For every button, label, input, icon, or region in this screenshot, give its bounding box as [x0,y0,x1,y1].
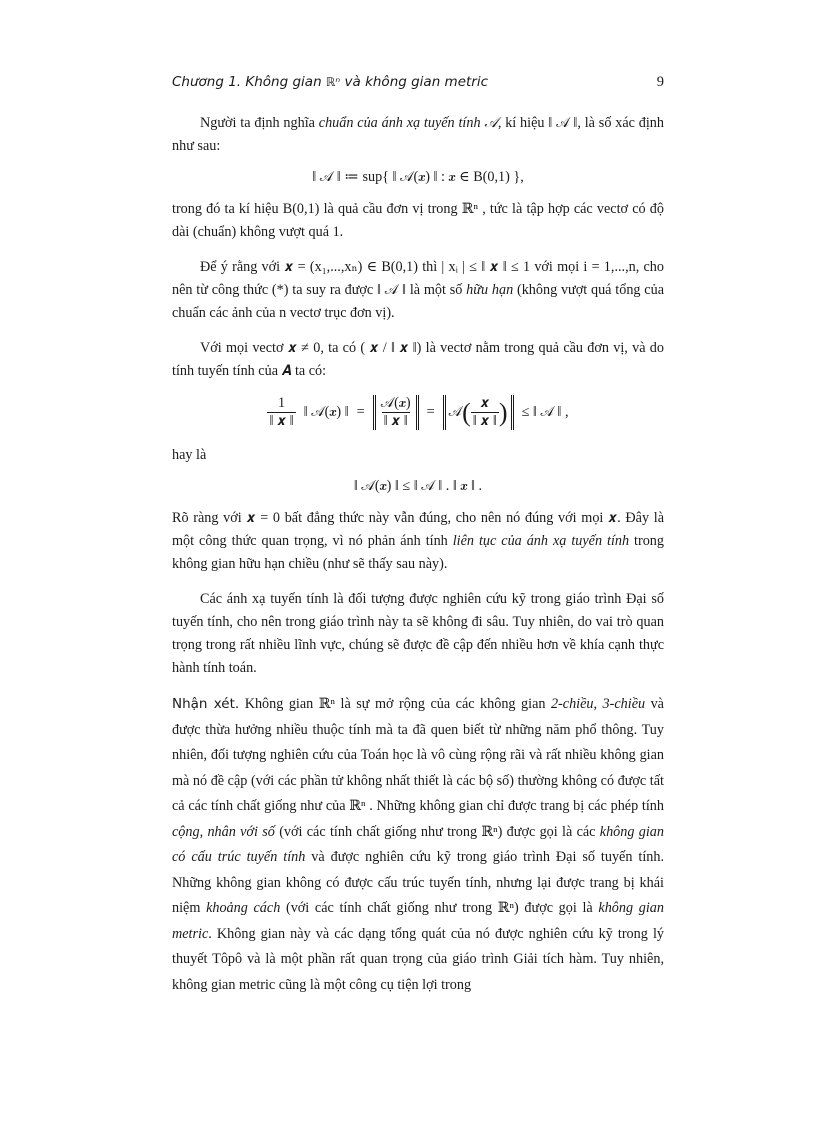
equation-inequality: ‖ 𝒜(𝒙) ‖ ≤ ‖ 𝒜 ‖ . ‖ 𝒙 ‖ . [353,478,483,494]
fraction-2 [379,395,413,430]
paragraph-unit-ball: trong đó ta kí hiệu B(0,1) là quả cầu đơn vị trong ℝⁿ , tức là tập hợp các vectơ có độ dài (chuẩn) không vượt quá 1. [172,201,664,240]
denominator: ‖ 𝒙 ‖ [472,413,497,429]
denominator: ‖ 𝒙 ‖ [383,413,408,429]
paragraph-finite-norm [172,256,664,325]
paragraph-or: hay là [172,447,207,463]
equation-linearity [172,395,664,430]
term-3d: 3-chiều [602,696,646,712]
term-metric-space: không gian metric [172,900,664,942]
text: (với các tính chất giống như trong ℝⁿ) được gọi là các [274,823,600,840]
paragraph-continuity [172,507,664,576]
page-header [172,74,664,96]
paragraph-remark [172,692,664,998]
denominator: ‖ 𝒙 ‖ [269,413,294,429]
text: (không vượt quá tổng của chuẩn các ảnh của n vectơ trục đơn vị). [172,282,664,321]
norm-group [373,395,419,430]
text: và được thừa hưởng nhiều thuộc tính mà ta đã quen biết từ những năm phổ thông. Tuy nhiên, đối tượng nghiên cứu của Toán học là vô cùng rộng rãi và rất nhiều không gian mà nó đề cập (với các phần tử không nhất thiết là các bộ số) thường không có được tất cả các tính chất giống như của ℝⁿ . Những không gian chỉ được trang bị các phép tính [172,696,664,814]
text: Người ta định nghĩa [200,115,319,131]
term-operations: cộng, nhân với số [172,823,275,840]
operator: 𝒜 [448,404,463,420]
chapter-title [172,74,488,90]
chapter-prefix: Chương 1. Không gian [172,74,326,90]
text: trong không gian hữu hạn chiều (như sẽ thấy sau này). [172,533,664,572]
text: và được nghiên cứu kỹ trong giáo trình Đại số tuyến tính. Những không gian không có được cấu trúc tuyến tính, nhưng lại được trang bị khái niệm [172,849,664,916]
fraction-1 [267,395,295,430]
term-2d: 2-chiều [550,696,594,712]
page-number: 9 [656,74,664,90]
text: Để ý rằng với 𝒙 = (x₁,...,xₙ) ∈ B(0,1) thì | xᵢ | ≤ ‖ 𝒙 ‖ ≤ 1 với mọi i = 1,...,n, cho nên từ công thức (*) ta suy ra được ‖ 𝒜 ‖ là một số [172,259,664,298]
numerator: 𝒙 [480,395,490,411]
term-finite: hữu hạn [466,282,514,298]
paragraph-norm-definition [172,112,664,158]
remark-title: Nhận xét. [172,696,240,712]
text: , kí hiệu ‖ 𝒜 ‖, là số xác định như sau: [172,115,664,154]
equation-norm-sup: ‖ 𝒜 ‖ ≔ sup{ ‖ 𝒜(𝒙) ‖ : 𝒙 ∈ B(0,1) }, [312,169,524,185]
numerator: 1 [278,395,286,411]
chapter-suffix: và không gian metric [340,74,489,90]
rhs: ≤ ‖ 𝒜 ‖ , [521,404,569,420]
text: . Không gian này và các dạng tổng quát của nó được nghiên cứu kỹ trong lý thuyết Tôpô và là một phần rất quan trọng của giáo trình Giải tích hàm. Tuy nhiên, không gian metric cũng là một công cụ tiện lợi trong [172,925,664,993]
term-distance: khoảng cách [206,900,281,916]
term-linear-structure: không gian có cấu trúc tuyến tính [172,823,664,865]
text: , [593,696,603,712]
term-norm-of-linear-map: chuẩn của ánh xạ tuyến tính 𝒜 [318,115,498,131]
paragraph-unit-vector: Với mọi vectơ 𝒙 ≠ 0, ta có ( 𝒙 / ‖ 𝒙 ‖) là vectơ nằm trong quả cầu đơn vị, và do tính tuyến tính của 𝑨 ta có: [172,340,664,379]
term-continuity: liên tục của ánh xạ tuyến tính [452,533,630,549]
page-body [172,112,664,998]
text: Không gian ℝⁿ là sự mở rộng của các không gian [239,696,551,712]
term: ‖ 𝒜(𝒙) ‖ [303,404,349,420]
equals-sign: = [426,404,435,420]
numerator: 𝒜(𝒙) [380,395,411,411]
equals-sign: = [356,404,365,420]
fraction-3 [471,395,499,430]
text: (với các tính chất giống như trong ℝⁿ) được gọi là [280,900,599,916]
paragraph-linear-algebra: Các ánh xạ tuyến tính là đối tượng được nghiên cứu kỹ trong giáo trình Đại số tuyến tính, cho nên trong giáo trình này ta sẽ không đi sâu. Tuy nhiên, do vai trò quan trọng trong rất nhiều lĩnh vực, chúng sẽ được đề cập đến nhiều hơn về khía cạnh thực hành tính toán. [172,591,664,676]
chapter-rn: ℝⁿ [325,75,341,89]
norm-group: 𝒜 ( $\frac{\text{𝒙}}{\text{‖ 𝒙 ‖}}$ ) [443,395,514,430]
text: Rõ ràng với 𝒙 = 0 bất đẳng thức này vẫn đúng, cho nên nó đúng với mọi 𝒙. Đây là một công thức quan trọng, vì nó phản ánh tính [172,510,664,549]
